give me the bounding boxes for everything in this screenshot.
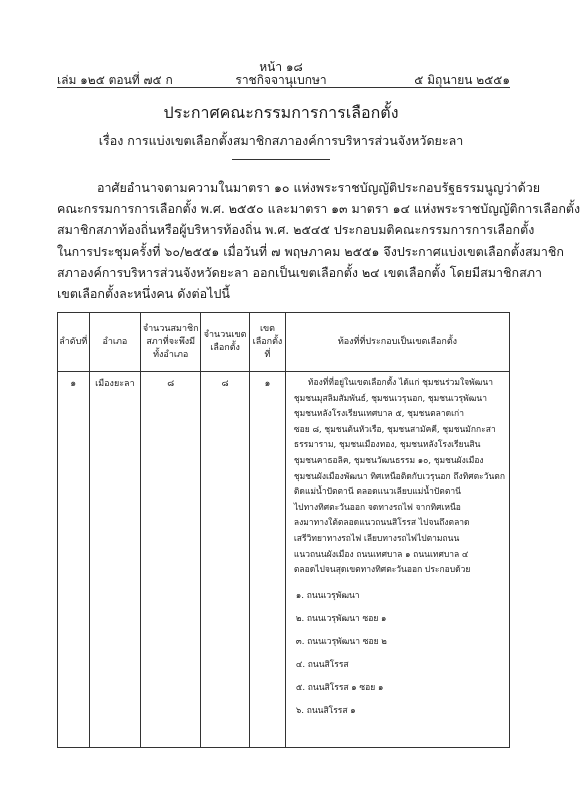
volume-issue: เล่ม ๑๒๕ ตอนที่ ๗๕ ก <box>57 73 173 87</box>
area-line: ติดแม่น้ำปัตตานี ตลอดแนวเลียบแม่น้ำปัตตานี <box>293 487 461 498</box>
area-line: ธรรมาราม, ชุมชนเมืองทอง, ชุมชนหลังโรงเรียนสิน <box>293 440 481 451</box>
area-line: เสรีวิทยาทางรถไฟ เลียบทางรถไฟไปตามถนน <box>293 533 460 544</box>
publication-date: ๕ มิถุนายน ๒๕๕๑ <box>414 73 510 87</box>
header-rule <box>57 87 510 88</box>
cell-district: เมืองยะลา <box>89 372 141 748</box>
col-zone: เขตเลือกตั้งที่ <box>250 313 286 372</box>
table-row <box>58 372 510 748</box>
col-members: จำนวนสมาชิกสภาที่จะพึงมีทั้งอำเภอ <box>141 313 201 372</box>
area-line: ไปทางทิศตะวันออก จดทางรถไฟ จากทิศเหนือ <box>293 502 461 513</box>
table-header-row <box>58 313 510 372</box>
road-item: ๕. ถนนสิโรรส ๑ ซอย ๑ <box>295 682 384 693</box>
road-list <box>294 585 505 723</box>
body-paragraph <box>57 177 580 304</box>
body-line: สภาองค์การบริหารส่วนจังหวัดยะลา ออกเป็นเขตเลือกตั้ง ๒๔ เขตเลือกตั้ง โดยมีสมาชิกสภา <box>57 264 542 280</box>
cell-seq: ๑ <box>58 372 90 748</box>
body-line: เขตเลือกตั้งละหนึ่งคน ดังต่อไปนี้ <box>57 286 230 302</box>
body-line: คณะกรรมการการเลือกตั้ง พ.ศ. ๒๕๕๐ และมาตรา ๑๓ มาตรา ๑๔ แห่งพระราชบัญญัติการเลือกตั้ง <box>57 201 580 217</box>
area-line: ชุมชนผังเมืองพัฒนา ทิศเหนือติดกับเวรุนอก ถึงทิศตะวันตก <box>293 471 505 482</box>
col-district: อำเภอ <box>89 313 141 372</box>
road-item: ๔. ถนนสิโรรส <box>295 659 349 670</box>
area-line: ท้องที่ที่อยู่ในเขตเลือกตั้ง ได้แก่ ชุมชนร่วมใจพัฒนา <box>307 378 494 388</box>
body-line: ในการประชุมครั้งที่ ๖๐/๒๕๕๑ เมื่อวันที่ ๗ พฤษภาคม ๒๕๕๑ จึงประกาศแบ่งเขตเลือกตั้งสมาชิก <box>57 243 564 259</box>
area-line: ชุมชนมุสลิมสัมพันธ์, ชุมชนเวรุนอก, ชุมชนเวรุพัฒนา <box>293 393 487 404</box>
cell-area <box>285 372 509 748</box>
announcement-title: ประกาศคณะกรรมการการเลือกตั้ง <box>163 103 399 122</box>
area-line: แนวถนนผังเมือง ถนนเทศบาล ๑ ถนนเทศบาล ๔ <box>293 549 469 560</box>
col-seq: ลำดับที่ <box>58 313 90 372</box>
gazette-name: ราชกิจจานุเบกษา <box>235 73 327 87</box>
cell-members: ๘ <box>141 372 201 748</box>
road-item: ๑. ถนนเวรุพัฒนา <box>295 590 360 601</box>
area-line: ซอย ๘, ชุมชนต้นหัวเรือ, ชุมชนสามัคคี, ชุมชนมักกะสา <box>293 424 496 435</box>
area-line: ชุมชนคาธอลิค, ชุมชนวัฒนธรรม ๑๐, ชุมชนผังเมือง <box>293 455 484 466</box>
area-line: ชุมชนหลังโรงเรียนเทศบาล ๕, ชุมชนตลาดเก่า <box>293 409 464 420</box>
body-line: สมาชิกสภาท้องถิ่นหรือผู้บริหารท้องถิ่น พ.ศ. ๒๕๔๕ ประกอบมติคณะกรรมการการเลือกตั้ง <box>57 222 535 238</box>
col-num-zones: จำนวนเขตเลือกตั้ง <box>201 313 250 372</box>
announcement-subject: เรื่อง การแบ่งเขตเลือกตั้งสมาชิกสภาองค์การบริหารส่วนจังหวัดยะลา <box>98 133 464 148</box>
cell-num-zones: ๘ <box>201 372 250 748</box>
road-item: ๓. ถนนเวรุพัฒนา ซอย ๒ <box>295 636 387 647</box>
road-item: ๖. ถนนสิโรรส ๑ <box>295 705 356 716</box>
title-separator <box>232 159 330 160</box>
area-line: ลงมาทางใต้ตลอดแนวถนนสิโรรส ไปจนถึงตลาด <box>293 518 470 529</box>
cell-zone: ๑ <box>250 372 286 748</box>
districts-table <box>57 312 510 748</box>
col-area: ท้องที่ที่ประกอบเป็นเขตเลือกตั้ง <box>285 313 509 372</box>
area-line: ตลอดไปจนสุดเขตทางทิศตะวันออก ประกอบด้วย <box>293 565 471 576</box>
body-line: อาศัยอำนาจตามความในมาตรา ๑๐ แห่งพระราชบัญญัติประกอบรัฐธรรมนูญว่าด้วย <box>97 180 541 195</box>
page-number: หน้า ๑๘ <box>259 60 303 74</box>
road-item: ๒. ถนนเวรุพัฒนา ซอย ๑ <box>295 613 387 624</box>
